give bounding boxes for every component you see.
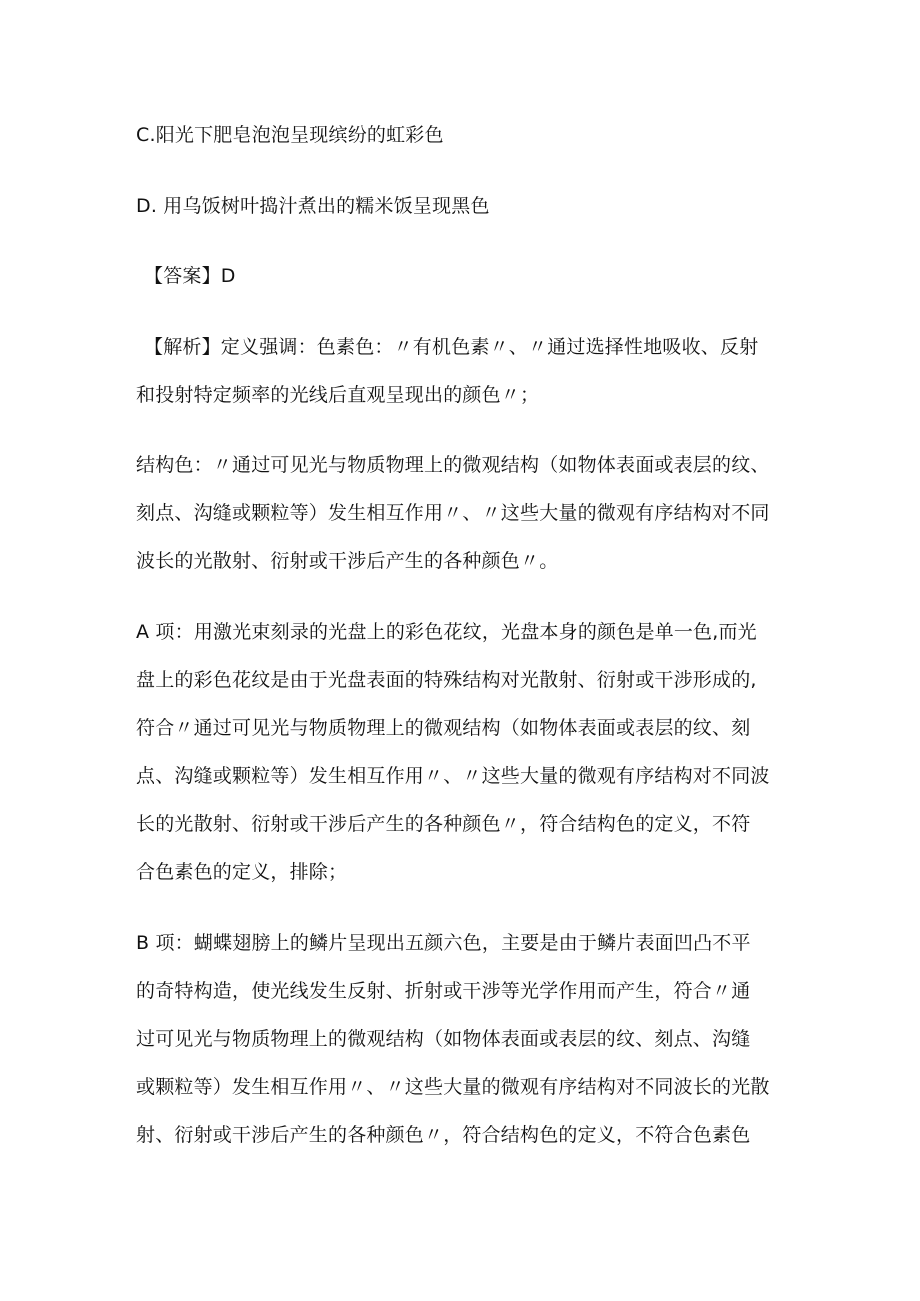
option-d: D. 用乌饭树叶捣汁煮出的糯米饭呈现黑色	[136, 195, 490, 217]
item-b-line: B 项：蝴蝶翅膀上的鳞片呈现出五颜六色，主要是由于鳞片表面凹凸不平	[136, 932, 751, 954]
item-a-line: 盘上的彩色花纹是由于光盘表面的特殊结构对光散射、衍射或干涉形成的,	[136, 669, 757, 691]
item-a-line: 符合〃通过可见光与物质物理上的微观结构（如物体表面或表层的纹、刻	[136, 717, 751, 739]
item-a-line: 点、沟缝或颗粒等）发生相互作用〃、〃这些大量的微观有序结构对不同波	[136, 765, 770, 787]
structure-color-line: 结构色：〃通过可见光与物质物理上的微观结构（如物体表面或表层的纹、	[136, 454, 770, 476]
structure-color-line: 刻点、沟缝或颗粒等）发生相互作用〃、〃这些大量的微观有序结构对不同	[136, 502, 770, 524]
item-b-line: 过可见光与物质物理上的微观结构（如物体表面或表层的纹、刻点、沟缝	[136, 1028, 751, 1050]
structure-color-line: 波长的光散射、衍射或干涉后产生的各种颜色〃。	[136, 550, 559, 572]
analysis-line: 【解析】定义强调：色素色：〃有机色素〃、〃通过选择性地吸收、反射	[144, 336, 759, 358]
item-b-line: 射、衍射或干涉后产生的各种颜色〃，符合结构色的定义，不符合色素色	[136, 1124, 751, 1146]
item-a-line: 长的光散射、衍射或干涉后产生的各种颜色〃，符合结构色的定义，不符	[136, 813, 751, 835]
answer-line: 【答案】D	[144, 265, 236, 287]
option-c: C.阳光下肥皂泡泡呈现缤纷的虹彩色	[136, 124, 444, 146]
item-a-line: 合色素色的定义，排除；	[136, 861, 348, 883]
analysis-line: 和投射特定频率的光线后直观呈现出的颜色〃；	[136, 384, 540, 406]
item-b-line: 或颗粒等）发生相互作用〃、〃这些大量的微观有序结构对不同波长的光散	[136, 1076, 770, 1098]
item-a-line: A 项：用激光束刻录的光盘上的彩色花纹，光盘本身的颜色是单一色,而光	[136, 621, 757, 643]
item-b-line: 的奇特构造，使光线发生反射、折射或干涉等光学作用而产生，符合〃通	[136, 980, 751, 1002]
